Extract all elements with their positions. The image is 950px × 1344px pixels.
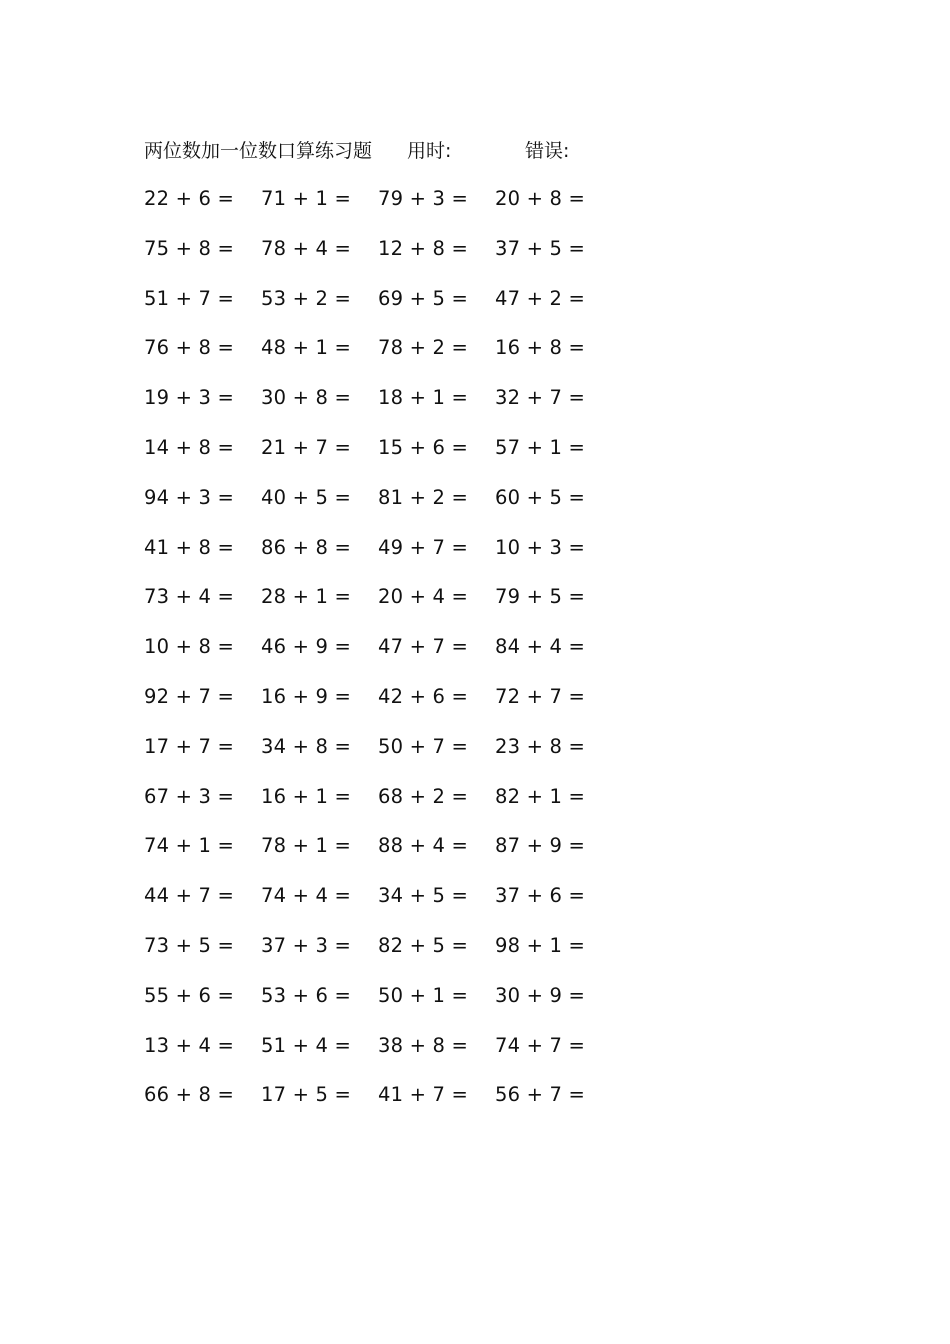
problem-item: 76 + 8 =: [144, 336, 235, 360]
problem-row: [144, 1081, 624, 1131]
problem-item: 28 + 1 =: [261, 585, 352, 609]
problem-item: 17 + 7 =: [144, 734, 235, 758]
problem-item: 30 + 8 =: [261, 386, 352, 410]
problem-item: 56 + 7 =: [495, 1083, 586, 1107]
problem-item: 78 + 1 =: [261, 834, 352, 858]
problem-item: 98 + 1 =: [495, 933, 586, 957]
problem-item: 82 + 5 =: [378, 933, 469, 957]
problem-item: 51 + 7 =: [144, 286, 235, 310]
problem-item: 13 + 4 =: [144, 1033, 235, 1057]
problem-item: 41 + 7 =: [378, 1083, 469, 1107]
problem-item: 53 + 2 =: [261, 286, 352, 310]
problem-item: 78 + 2 =: [378, 336, 469, 360]
problem-item: 37 + 3 =: [261, 933, 352, 957]
worksheet-header: [144, 137, 664, 165]
problem-item: 47 + 7 =: [378, 635, 469, 659]
problem-item: 50 + 1 =: [378, 983, 469, 1007]
problem-item: 67 + 3 =: [144, 784, 235, 808]
problem-item: 87 + 9 =: [495, 834, 586, 858]
problem-row: [144, 783, 624, 833]
problem-item: 16 + 1 =: [261, 784, 352, 808]
problem-item: 22 + 6 =: [144, 187, 235, 210]
problem-item: 17 + 5 =: [261, 1083, 352, 1107]
problem-item: 68 + 2 =: [378, 784, 469, 808]
problem-item: 71 + 1 =: [261, 187, 352, 210]
problem-item: 74 + 1 =: [144, 834, 235, 858]
problem-item: 60 + 5 =: [495, 485, 586, 509]
problem-item: 20 + 8 =: [495, 187, 586, 210]
problem-row: [144, 633, 624, 683]
problem-item: 19 + 3 =: [144, 386, 235, 410]
problem-item: 86 + 8 =: [261, 535, 352, 559]
problem-item: 48 + 1 =: [261, 336, 352, 360]
problem-item: 51 + 4 =: [261, 1033, 352, 1057]
problem-item: 92 + 7 =: [144, 684, 235, 708]
problem-item: 21 + 7 =: [261, 435, 352, 459]
problem-row: [144, 583, 624, 633]
problem-item: 12 + 8 =: [378, 236, 469, 260]
problem-item: 32 + 7 =: [495, 386, 586, 410]
problem-row: [144, 235, 624, 285]
problem-item: 73 + 4 =: [144, 585, 235, 609]
problem-item: 57 + 1 =: [495, 435, 586, 459]
problem-item: 55 + 6 =: [144, 983, 235, 1007]
time-label: 用时:: [407, 140, 452, 162]
problem-row: [144, 434, 624, 484]
problem-item: 81 + 2 =: [378, 485, 469, 509]
problem-item: 88 + 4 =: [378, 834, 469, 858]
problem-row: [144, 384, 624, 434]
problem-item: 74 + 7 =: [495, 1033, 586, 1057]
problem-item: 18 + 1 =: [378, 386, 469, 410]
problem-item: 14 + 8 =: [144, 435, 235, 459]
problem-item: 23 + 8 =: [495, 734, 586, 758]
problem-item: 20 + 4 =: [378, 585, 469, 609]
problem-item: 34 + 8 =: [261, 734, 352, 758]
problem-item: 79 + 3 =: [378, 187, 469, 210]
problem-item: 10 + 3 =: [495, 535, 586, 559]
problem-item: 16 + 8 =: [495, 336, 586, 360]
problem-item: 15 + 6 =: [378, 435, 469, 459]
problem-row: [144, 982, 624, 1032]
problem-grid: [144, 185, 624, 1131]
problem-item: 72 + 7 =: [495, 684, 586, 708]
problem-row: [144, 882, 624, 932]
problem-item: 37 + 5 =: [495, 236, 586, 260]
problem-item: 38 + 8 =: [378, 1033, 469, 1057]
problem-item: 44 + 7 =: [144, 884, 235, 908]
problem-item: 73 + 5 =: [144, 933, 235, 957]
errors-label: 错误:: [525, 140, 570, 162]
problem-item: 79 + 5 =: [495, 585, 586, 609]
problem-row: [144, 185, 624, 235]
problem-item: 69 + 5 =: [378, 286, 469, 310]
problem-row: [144, 932, 624, 982]
problem-item: 75 + 8 =: [144, 236, 235, 260]
problem-item: 84 + 4 =: [495, 635, 586, 659]
problem-item: 41 + 8 =: [144, 535, 235, 559]
problem-item: 53 + 6 =: [261, 983, 352, 1007]
problem-row: [144, 832, 624, 882]
problem-item: 16 + 9 =: [261, 684, 352, 708]
problem-row: [144, 534, 624, 584]
problem-item: 94 + 3 =: [144, 485, 235, 509]
problem-row: [144, 484, 624, 534]
problem-item: 37 + 6 =: [495, 884, 586, 908]
problem-item: 34 + 5 =: [378, 884, 469, 908]
problem-row: [144, 733, 624, 783]
problem-item: 74 + 4 =: [261, 884, 352, 908]
problem-item: 82 + 1 =: [495, 784, 586, 808]
problem-row: [144, 334, 624, 384]
problem-item: 47 + 2 =: [495, 286, 586, 310]
problem-item: 46 + 9 =: [261, 635, 352, 659]
worksheet-title: 两位数加一位数口算练习题: [144, 140, 373, 162]
problem-item: 10 + 8 =: [144, 635, 235, 659]
problem-row: [144, 285, 624, 335]
problem-item: 30 + 9 =: [495, 983, 586, 1007]
problem-item: 66 + 8 =: [144, 1083, 235, 1107]
problem-item: 78 + 4 =: [261, 236, 352, 260]
problem-row: [144, 1032, 624, 1082]
problem-item: 49 + 7 =: [378, 535, 469, 559]
problem-row: [144, 683, 624, 733]
problem-item: 50 + 7 =: [378, 734, 469, 758]
problem-item: 40 + 5 =: [261, 485, 352, 509]
problem-item: 42 + 6 =: [378, 684, 469, 708]
